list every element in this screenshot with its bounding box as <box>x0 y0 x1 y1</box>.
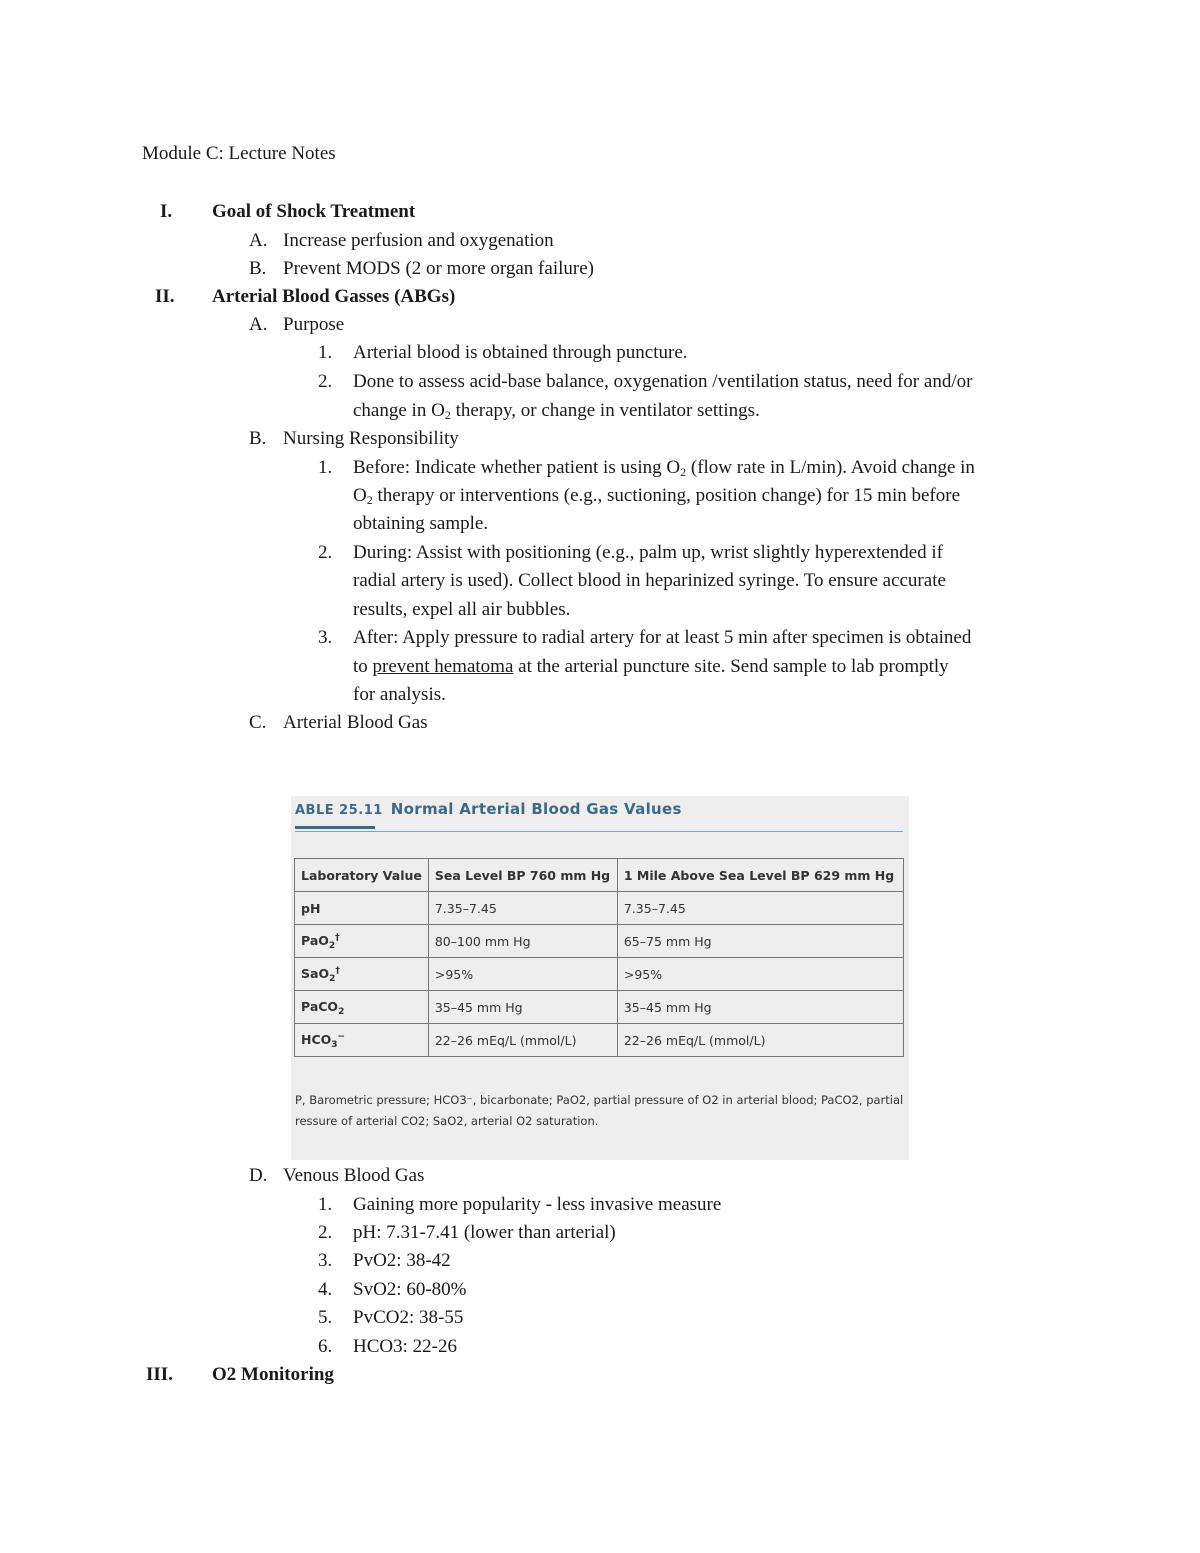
list-item: Venous Blood Gas <box>283 1165 425 1186</box>
abg-table-image <box>291 796 909 1160</box>
table-cell: >95% <box>428 958 617 991</box>
list-item: After: Apply pressure to radial artery for at least 5 min after specimen is obtained <box>353 627 972 648</box>
list-marker: A. <box>249 314 268 335</box>
page-title: Module C: Lecture Notes <box>142 143 336 164</box>
list-item: Arterial Blood Gas <box>283 712 428 733</box>
list-marker: A. <box>249 230 268 251</box>
table-header: Sea Level BP 760 mm Hg <box>428 859 617 892</box>
list-marker: 3. <box>318 1250 333 1271</box>
list-item: PvO2: 38-42 <box>353 1250 451 1271</box>
table-caption: ABLE 25.11 Normal Arterial Blood Gas Values <box>295 800 682 818</box>
table-header: 1 Mile Above Sea Level BP 629 mm Hg <box>617 859 903 892</box>
list-item: Done to assess acid-base balance, oxygenation /ventilation status, need for and/or <box>353 371 973 392</box>
table-header: Laboratory Value <box>295 859 429 892</box>
list-item-continuation: change in $O_2$ therapy, or change in ventilator settings. <box>353 400 760 422</box>
list-marker: 1. <box>318 1194 333 1215</box>
list-item: Gaining more popularity - less invasive measure <box>353 1194 722 1215</box>
list-item-continuation: to prevent hematoma at the arterial puncture site. Send sample to lab promptly <box>353 656 949 677</box>
list-item-continuation: results, expel all air bubbles. <box>353 599 571 620</box>
list-marker: 4. <box>318 1279 333 1300</box>
list-marker: 6. <box>318 1336 333 1357</box>
table-cell: 80–100 mm Hg <box>428 925 617 958</box>
table-cell: 65–75 mm Hg <box>617 925 903 958</box>
list-item-continuation: obtaining sample. <box>353 513 489 534</box>
section-3-heading: O2 Monitoring <box>212 1364 334 1385</box>
table-cell: 7.35–7.45 <box>617 892 903 925</box>
list-item: Nursing Responsibility <box>283 428 459 449</box>
list-item: SvO2: 60-80% <box>353 1279 467 1300</box>
table-cell: SaO$_2$† <box>295 958 429 991</box>
table-cell: 22–26 mEq/L (mmol/L) <box>617 1024 903 1057</box>
list-marker: 3. <box>318 627 333 648</box>
abg-table <box>294 858 904 1057</box>
table-cell: 7.35–7.45 <box>428 892 617 925</box>
table-cell: 22–26 mEq/L (mmol/L) <box>428 1024 617 1057</box>
table-cell: 35–45 mm Hg <box>428 991 617 1024</box>
list-item: Arterial blood is obtained through puncture. <box>353 342 688 363</box>
underlined-phrase: prevent hematoma <box>372 656 514 677</box>
table-cell: PaO$_2$† <box>295 925 429 958</box>
list-item: During: Assist with positioning (e.g., palm up, wrist slightly hyperextended if <box>353 542 944 563</box>
list-marker: 2. <box>318 542 333 563</box>
caption-rule-accent <box>295 826 375 829</box>
section-1-heading: Goal of Shock Treatment <box>212 201 416 222</box>
table-row <box>295 1024 904 1057</box>
caption-rule <box>295 831 903 832</box>
table-cell: pH <box>295 892 429 925</box>
list-item: HCO3: 22-26 <box>353 1336 457 1357</box>
list-item: Increase perfusion and oxygenation <box>283 230 554 251</box>
table-row <box>295 925 904 958</box>
list-item: Purpose <box>283 314 345 335</box>
list-item-continuation: for analysis. <box>353 684 446 705</box>
table-row <box>295 892 904 925</box>
table-row <box>295 991 904 1024</box>
list-marker: 2. <box>318 1222 333 1243</box>
table-footnote: P, Barometric pressure; HCO3⁻, bicarbonate; PaO2, partial pressure of O2 in arterial blood; PaCO2, partial ressure of arterial CO2; SaO2, arterial O2 saturation. <box>295 1093 904 1128</box>
list-item: pH: 7.31-7.41 (lower than arterial) <box>353 1222 616 1243</box>
section-3-numeral: III. <box>146 1364 173 1385</box>
table-cell: >95% <box>617 958 903 991</box>
table-header-row <box>295 859 904 892</box>
table-cell: PaCO$_2$ <box>295 991 429 1024</box>
list-item: Before: Indicate whether patient is using $O_2$ (flow rate in L/min). Avoid change in <box>353 457 975 479</box>
list-marker: D. <box>249 1165 268 1186</box>
table-cell: 35–45 mm Hg <box>617 991 903 1024</box>
list-item-continuation: radial artery is used). Collect blood in heparinized syringe. To ensure accurate <box>353 570 946 591</box>
table-cell: $HCO_3^-$ <box>295 1024 429 1057</box>
list-marker: 5. <box>318 1307 333 1328</box>
list-marker: 1. <box>318 457 333 478</box>
list-item: Prevent MODS (2 or more organ failure) <box>283 258 594 279</box>
list-marker: C. <box>249 712 267 733</box>
table-row <box>295 958 904 991</box>
list-marker: B. <box>249 428 267 449</box>
section-2-heading: Arterial Blood Gasses (ABGs) <box>212 286 456 307</box>
section-1-numeral: I. <box>160 201 173 222</box>
list-item: PvCO2: 38-55 <box>353 1307 464 1328</box>
section-2-numeral: II. <box>155 286 175 307</box>
list-marker: 2. <box>318 371 333 392</box>
list-marker: 1. <box>318 342 333 363</box>
list-marker: B. <box>249 258 267 279</box>
list-item-continuation: $O_2$ therapy or interventions (e.g., suctioning, position change) for 15 min before <box>353 485 960 507</box>
